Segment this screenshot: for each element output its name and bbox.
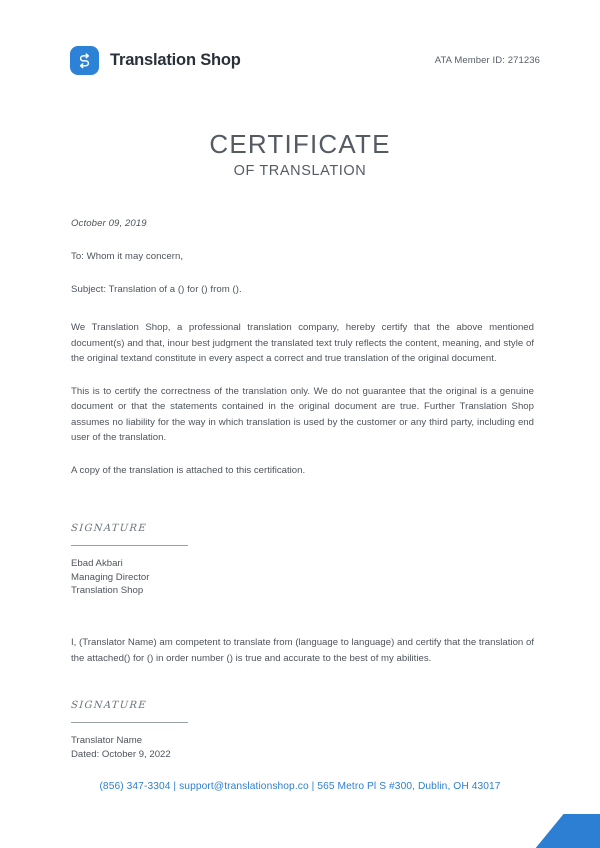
spacer <box>71 229 534 251</box>
brand-name: Translation Shop <box>110 50 241 69</box>
subject-line: Subject: Translation of a () for () from (). <box>71 284 242 295</box>
spacer <box>71 478 534 518</box>
signer-details <box>71 557 534 598</box>
brand-lockup <box>70 46 241 75</box>
ata-member-id: ATA Member ID: 271236 <box>434 54 540 66</box>
letter-body <box>71 218 534 761</box>
spacer <box>71 295 534 320</box>
signature-rule <box>71 545 188 546</box>
page-subtitle: OF TRANSLATION <box>233 163 367 180</box>
signer-name: Ebad Akbari <box>71 558 123 570</box>
translator-details <box>71 734 534 761</box>
certification-paragraph-1: We Translation Shop, a professional translation company, hereby certify that the above mentioned document(s) and that, inour best judgment the translated text truly reflects the content, meaning, and style of the original textand constitute in every aspect a correct and true translation of the original document. <box>71 322 534 365</box>
translation-swap-arrows-icon <box>70 46 99 75</box>
translator-signature-block <box>71 695 534 761</box>
salutation-line: To: Whom it may concern, <box>71 251 184 262</box>
document-header <box>0 38 600 82</box>
signer-company: Translation Shop <box>71 585 144 597</box>
document-date: October 09, 2019 <box>71 218 147 229</box>
certificate-title-block <box>0 131 600 179</box>
signature-label: SIGNATURE <box>70 700 148 712</box>
page-title: CERTIFICATE <box>209 129 391 159</box>
signature-label: SIGNATURE <box>70 523 148 535</box>
spacer <box>71 666 534 695</box>
signature-rule <box>71 722 188 723</box>
translator-statement: I, (Translator Name) am competent to translate from (language to language) and certify that the translation of the attached() for () in order number () is true and accurate to the best of my abilities. <box>71 637 534 664</box>
corner-accent-shape <box>504 814 600 848</box>
primary-signature-block <box>71 518 534 598</box>
spacer <box>71 446 534 463</box>
spacer <box>71 262 534 284</box>
signer-role: Managing Director <box>71 571 150 583</box>
spacer <box>71 367 534 384</box>
certification-paragraph-3: A copy of the translation is attached to this certification. <box>71 464 306 476</box>
translator-name: Translator Name <box>71 735 143 747</box>
translator-date: Dated: October 9, 2022 <box>71 748 171 760</box>
certification-paragraph-2: This is to certify the correctness of the translation only. We do not guarantee that the original is a genuine document or that the statements contained in the original document are true. Further Translation Shop assumes no liability for the way in which translation is used by the customer or any third party, including end user of the translation. <box>71 385 534 444</box>
footer-contact: (856) 347-3304 | support@translationshop.co | 565 Metro Pl S #300, Dublin, OH 43017 <box>99 781 501 792</box>
spacer <box>71 598 534 635</box>
